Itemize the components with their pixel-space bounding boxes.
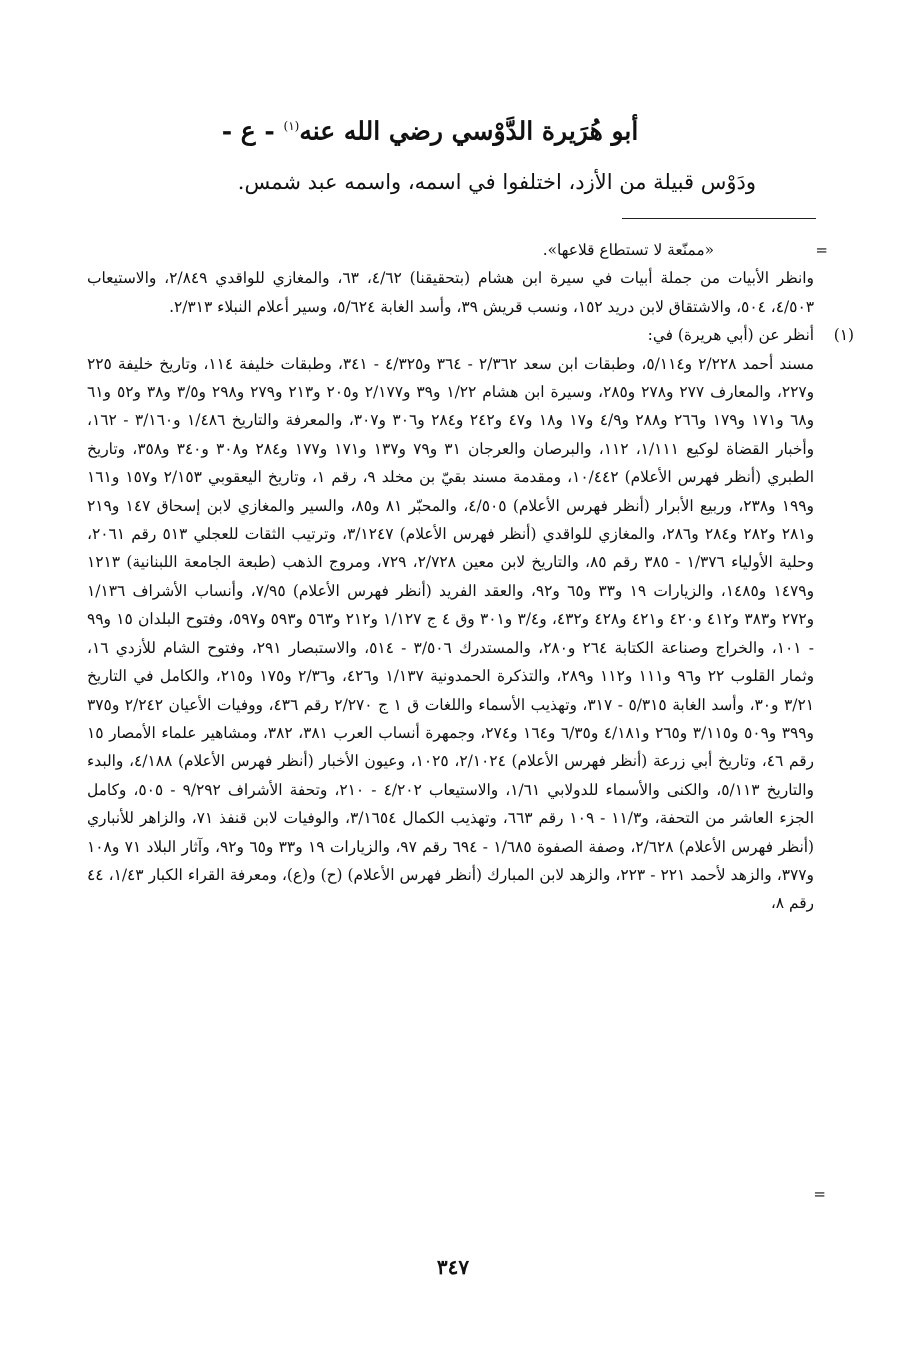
page-number: ٣٤٧ (436, 1255, 470, 1279)
footnote-1-number: (١) (833, 326, 854, 345)
continuation-mark-bottom: = (813, 1185, 826, 1203)
footnote-reference: (١) (283, 119, 300, 133)
intro-line: ودَوْس قبيلة من الأزد، اختلفوا في اسمه، واسمه عبد شمس. (237, 170, 756, 194)
footnote-1 (87, 321, 854, 918)
footnote-1-text: مسند أحمد ٢/٢٢٨ و٥/١١٤، وطبقات ابن سعد ٢/٣٦٢ - ٣٦٤ و٤/٣٢٥ - ٣٤١، وطبقات خليفة ١١٤، وتاريخ خليفة ٢٢٥ و٢٢٧، والمعارف ٢٧٧ و٢٧٨ و٢٨٥، وسيرة ابن هشام ١/٢٢ و٣٩ و٢/١٧٧ و٢٠٥ و٢١٣ و٢٧٩ و٢٩٨ و٣/٥ و٣٨ و٥٢ و٦١ و٦٨ و١٧١ و١٧٩ و٢٦٦ و٢٨٨ و٤/٩ و١٧ و١٨ و٤٧ و٢٤٢ و٢٨٤ و٣٠٦ و٣٠٧، والمعرفة والتاريخ ١/٤٨٦ و٣/١٦٠ - ١٦٢، وأخبار القضاة لوكيع ١/١١١، ١١٢، والبرصان والعرجان ٣١ و٧٩ و١٣٧ و١٧١ و١٧٧ و٢٨٤ و٣٠٨ و٣٤٠ و٣٥٨، وتاريخ الطبري (أنظر فهرس الأعلام) ١٠/٤٤٢، ومقدمة مسند بقيّ بن مخلد ٩، رقم ١، وتاريخ اليعقوبي ٢/١٥٣ و١٥٧ و١٦١ و١٩٩ و٢٣٨، وربيع الأبرار (أنظر فهرس الأعلام) ٤/٥٠٥، والمحبّر ٨١ و٨٥، والسير والمغازي لابن إسحاق ١٤٧ و٢١٩ و٢٨١ و٢٨٢ و٢٨٤ و٢٨٦، والمغازي للواقدي (أنظر فهرس الأعلام) ٣/١٢٤٧، وترتيب الثقات للعجلي ٥١٣ رقم ٢٠٦١، وحلية الأولياء ١/٣٧٦ - ٣٨٥ رقم ٨٥، والتاريخ لابن معين ٢/٧٢٨، ٧٢٩، ومروج الذهب (طبعة الجامعة اللبنانية) ١٢١٣ و١٤٧٩ و١٤٨٥، والزيارات ١٩ و٣٣ و٦٥ و٩٢، والعقد الفريد (أنظر فهرس الأعلام) ٧/٩٥، وأنساب الأشراف ١/١٣٦ و٢٧٢ و٣٨٣ و٤١٢ و٤٢٠ و٤٢١ و٤٢٨ و٤٣٢، و٣/٤ و٣٠١ وق ٤ ج ١/١٢٧ و٢١٢ و٥٦٣ و٥٩٣ و٥٩٧، وفتوح البلدان ١٥ و٩٩ - ١٠١، والخراج وصناعة الكتابة ٢٦٤ و٢٨٠، والمستدرك ٣/٥٠٦ - ٥١٤، والاستبصار ٢٩١، وفتوح الشام للأزدي ١٦، وثمار القلوب ٢٢ و٩٦ و١١١ و١١٢ و٢٨٩، والتذكرة الحمدونية ١/١٣٧ و٤٢٦، و٢/٣٦ و١٧٥ و٢١٥، والكامل في التاريخ ٣/٢١ و٣٠، وأسد الغابة ٥/٣١٥ - ٣١٧، وتهذيب الأسماء واللغات ق ١ ج ٢/٢٧٠ رقم ٤٣٦، ووفيات الأعيان ٢/٢٤٢ و٣٧٥ و٣٩٩ و٥٠٩ و٣/١١٥ و٢٦٥ و٤/١٨١ و٦/٣٥ و١٦٤ و٢٧٤، وجمهرة أنساب العرب ٣٨١، ٣٨٢، ومشاهير علماء الأمصار ١٥ رقم ٤٦، وتاريخ أبي زرعة (أنظر فهرس الأعلام) ٢/١٠٢٤، ١٠٢٥، وعيون الأخبار (أنظر فهرس الأعلام) ٤/١٨٨، والبدء والتاريخ ٥/١١٣، والكنى والأسماء للدولابي ١/٦١، والاستيعاب ٤/٢٠٢ - ٢١٠، وتحفة الأشراف ٩/٢٩٢ - ٥٠٥، وكامل الجزء العاشر من التحفة، و١١/٣ - ١٠٩ رقم ٦٦٣، وتهذيب الكمال ٣/١٦٥٤، والوفيات لابن قنفذ ٧١، والزاهر للأنباري (أنظر فهرس الأعلام) ٢/٦٢٨، وصفة الصفوة ١/٦٨٥ - ٦٩٤ رقم ٩٧، والزيارات ١٩ و٣٣ و٦٥ و٩٢، وآثار البلاد ٧١ و١٠٨ و٣٧٧، والزهد لأحمد ٢٢١ - ٢٢٣، والزهد لابن المبارك (أنظر فهرس الأعلام) (ح) و(ع)، ومعرفة القراء الكبار ١/٤٣، ٤٤ رقم ٨، (87, 354, 815, 913)
footnotes (87, 236, 854, 918)
continuation-mark-top: = (815, 241, 828, 259)
footnote-prev-text: وانظر الأبيات من جملة أبيات في سيرة ابن هشام (بتحقيقنا) ٤/٦٢، ٦٣، والمغازي للواقدي ٢/٨٤٩، والاستيعاب ٤/٥٠٣، ٥٠٤، والاشتقاق لابن دريد ١٥٢، ونسب قريش ٣٩، وأسد الغابة ٥/٦٢٤، وسير أعلام النبلاء ٢/٣١٣. (87, 269, 814, 316)
biography-heading (200, 106, 660, 151)
footnote-prev-quote: «ممنّعة لا تستطاع قلاعها». (542, 241, 714, 259)
heading-code: - ع - (221, 116, 284, 146)
footnote-separator (622, 218, 816, 219)
footnote-1-intro: أنظر عن (أبي هريرة) في: (647, 326, 814, 345)
heading-title: أبو هُرَيرة الدَّوْسي رضي الله عنه (299, 116, 639, 146)
